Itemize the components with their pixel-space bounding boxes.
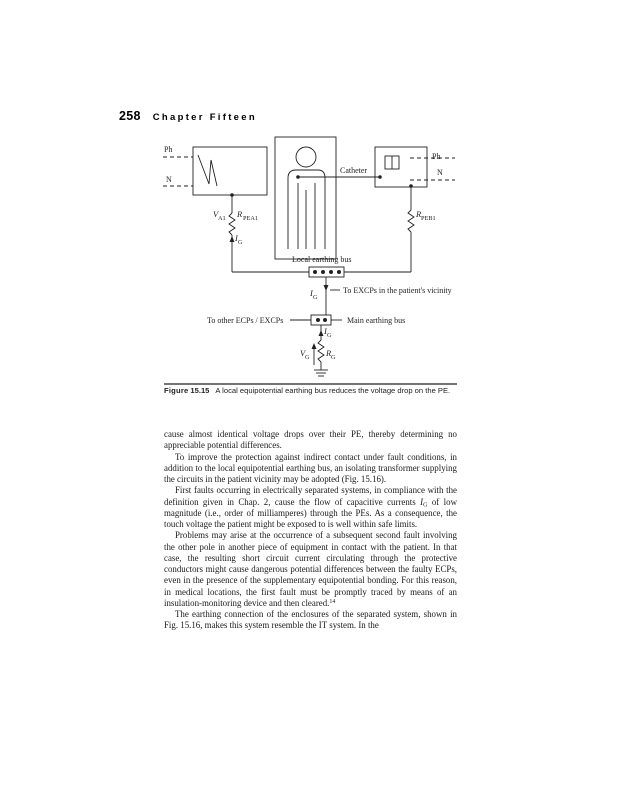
- paragraph-1: cause almost identical voltage drops over their PE, thereby determining no appreciable potential differences.: [164, 429, 457, 451]
- paragraph-3-part-b: of low magnitude (i.e., order of milliamperes) through the PEs. As a consequence, the touch voltage the patient might be exposed to is well within safe limits.: [164, 496, 457, 529]
- main-bus-label: Main earthing bus: [347, 316, 406, 325]
- v-a1-sub: A1: [218, 215, 226, 222]
- ig1-label: I: [235, 233, 238, 243]
- current-symbol: I: [420, 496, 424, 507]
- chapter-title: Chapter Fifteen: [152, 112, 257, 123]
- page-number: 258: [119, 109, 141, 123]
- figure-label: Figure: [164, 386, 189, 395]
- paragraph-4: [164, 530, 457, 609]
- v-g-label: V: [300, 348, 306, 358]
- paragraph-2: To improve the protection against indirect contact under fault conditions, in addition to the local equipotential earthing bus, an isolating transformer supplying the circuits in the patient vicinity may be adopted (Fig. 15.16).: [164, 451, 457, 484]
- v-a1-label: V: [213, 209, 219, 219]
- figure-caption: [164, 386, 457, 397]
- ig1-sub: G: [238, 239, 243, 246]
- v-g-sub: G: [305, 354, 310, 361]
- local-bus-label: Local earthing bus: [292, 255, 352, 264]
- r-pea1-sub: PEA1: [243, 215, 259, 222]
- r-g-sub: G: [331, 354, 336, 361]
- r-pea1-label: R: [237, 209, 243, 219]
- paragraph-3: [164, 485, 457, 530]
- body-text: [164, 429, 457, 632]
- paragraph-3-part-a: First faults occurring in electrically separated systems, in compliance with the definition given in Chap. 2, cause the flow of capacitive currents: [164, 485, 457, 507]
- current-symbol-sub: G: [423, 502, 428, 508]
- r-peb1-sub: PEB1: [421, 215, 436, 222]
- ph-left-label: Ph: [164, 145, 173, 154]
- to-excps-label: To EXCPs in the patient's vicinity: [343, 286, 452, 295]
- ig3-label: I: [324, 326, 327, 336]
- footnote-ref: 14: [329, 598, 336, 605]
- ph-right-label: Ph: [432, 152, 441, 161]
- n-left-label: N: [166, 175, 172, 184]
- n-right-label: N: [437, 168, 443, 177]
- figure-number: 15.15: [190, 386, 210, 395]
- figure-caption-text: A local equipotential earthing bus reduces the voltage drop on the PE.: [215, 386, 451, 395]
- paragraph-4-text: Problems may arise at the occurrence of a subsequent second fault involving the other pole in another piece of equipment in contact with the patient. In that case, the resulting short circuit current circulating through the protective conductors might cause dangerous potential differences between the faulty ECPs, even in the presence of the supplementary equipotential bonding. For this reason, in medical locations, the first fault must be promptly traced by means of an insulation-monitoring device and then cleared.: [164, 530, 457, 608]
- catheter-label: Catheter: [340, 166, 368, 175]
- ig2-sub: G: [313, 294, 318, 301]
- ig3-sub: G: [327, 332, 332, 339]
- paragraph-5: The earthing connection of the enclosures of the separated system, shown in Fig. 15.16, makes this system resemble the IT system. In the: [164, 609, 457, 631]
- r-peb1-label: R: [416, 209, 422, 219]
- to-other-label: To other ECPs / EXCPs: [207, 316, 284, 325]
- r-g-label: R: [326, 348, 332, 358]
- ig2-label: I: [310, 288, 313, 298]
